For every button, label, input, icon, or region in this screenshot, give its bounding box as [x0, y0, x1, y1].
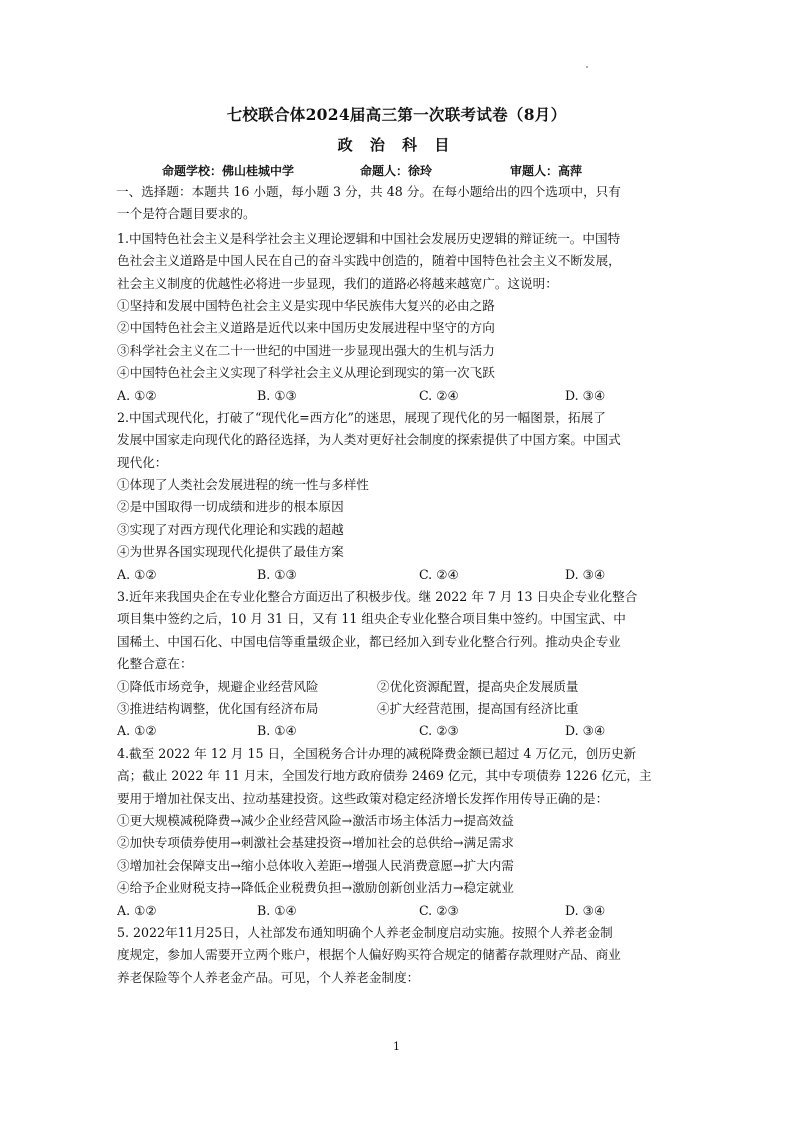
- exam-subject: 政 治 科 目: [337, 136, 456, 154]
- q2-options: [117, 564, 678, 586]
- q3-stem-line: 国稀土、中国石化、中国电信等重量级企业，都已经加入到专业化整合行列。推动央企专业: [117, 633, 621, 649]
- q1-stem-line: 社会主义制度的优越性必将进一步显现，我们的道路必将越来越宽广。这说明：: [117, 275, 558, 291]
- q3-items-row: [117, 676, 678, 698]
- q1-stem-line: 1.中国特色社会主义是科学社会主义理论逻辑和中国社会发展历史逻辑的辩证统一。中国特: [117, 230, 621, 246]
- q4-item: ①更大规模减税降费→减少企业经营风险→激活市场主体活力→提高效益: [117, 812, 514, 828]
- question-1: [117, 228, 678, 407]
- q2-option-a: A. ①②: [117, 566, 157, 582]
- q3-stem-line: 项目集中签约之后，10 月 31 日，又有 11 组央企专业化整合项目集中签约。中国宝武、中: [117, 611, 626, 627]
- school-label: 命题学校：佛山桂城中学: [162, 164, 295, 178]
- exam-content: [117, 181, 678, 989]
- q5-stem-line: 养老保险等个人养老金产品。可见，个人养老金制度：: [117, 969, 420, 985]
- q3-option-b: B. ①④: [257, 723, 297, 739]
- q2-stem-line: 发展中国家走向现代化的路径选择，为人类对更好社会制度的探索提供了中国方案。中国式: [117, 432, 621, 448]
- q4-option-a: A. ①②: [117, 902, 157, 918]
- q3-item: ①降低市场竞争，规避企业经营风险: [117, 678, 319, 694]
- q2-item: ③实现了对西方现代化理论和实践的超越: [117, 521, 344, 537]
- q4-stem-line: 高；截止 2022 年 11 月末，全国发行地方政府债券 2469 亿元，其中专项债券 1226 亿元，主: [117, 768, 652, 784]
- exam-title: 七校联合体2024届高三第一次联考试卷（8月）: [226, 105, 567, 124]
- q1-option-a: A. ①②: [117, 387, 157, 403]
- q4-stem-line: 要用于增加社保支出、拉动基建投资。这些政策对稳定经济增长发挥作用传导正确的是：: [117, 790, 609, 806]
- q4-item: ④给予企业财税支持→降低企业税费负担→激励创新创业活力→稳定就业: [117, 880, 514, 896]
- q1-item: ④中国特色社会主义实现了科学社会主义从理论到现实的第一次飞跃: [117, 365, 495, 381]
- q4-item: ②加快专项债券使用→刺激社会基建投资→增加社会的总供给→满足需求: [117, 835, 514, 851]
- q4-option-c: C. ②③: [419, 902, 459, 918]
- section-instruction-line2: 一个是符合题目要求的。: [117, 206, 256, 222]
- q2-item: ②是中国取得一切成绩和进步的根本原因: [117, 499, 344, 515]
- section-instruction-line1: 一、选择题：本题共 16 小题，每小题 3 分，共 48 分。在每小题给出的四个选项中，只有: [116, 184, 621, 199]
- q1-stem-line: 色社会主义道路是中国人民在自己的奋斗实践中创造的，随着中国特色社会主义不断发展，: [117, 253, 621, 269]
- exam-meta: [162, 162, 582, 179]
- q1-item: ②中国特色社会主义道路是近代以来中国历史发展进程中坚守的方向: [117, 320, 495, 336]
- q5-stem-line: 5. 2022年11月25日，人社部发布通知明确个人养老金制度启动实施。按照个人养老金制: [117, 924, 613, 940]
- q3-stem-line: 化整合意在：: [117, 656, 193, 672]
- q3-stem-line: 3.近年来我国央企在专业化整合方面迈出了积极步伐。继 2022 年 7 月 13 日央企专业化整合: [117, 589, 638, 605]
- question-3: [117, 586, 678, 743]
- q3-option-a: A. ①②: [117, 723, 157, 739]
- q4-option-d: D. ③④: [565, 902, 606, 918]
- q2-option-d: D. ③④: [565, 566, 606, 582]
- q2-option-c: C. ②④: [419, 566, 459, 582]
- q1-options: [117, 385, 678, 407]
- q2-item: ④为世界各国实现现代化提供了最佳方案: [117, 544, 344, 560]
- scan-dot: [586, 66, 588, 68]
- q4-option-b: B. ①④: [257, 902, 297, 918]
- q1-item: ①坚持和发展中国特色社会主义是实现中华民族伟大复兴的必由之路: [117, 297, 495, 313]
- q3-options: [117, 720, 678, 742]
- page-number: 1: [393, 1040, 400, 1053]
- q2-item: ①体现了人类社会发展进程的统一性与多样性: [117, 477, 369, 493]
- q2-stem-line: 现代化：: [117, 454, 168, 470]
- q4-stem-line: 4.截至 2022 年 12 月 15 日，全国税务合计办理的减税降费金额已超过 4 万亿元，创历史新: [117, 745, 637, 761]
- author-label: 命题人：徐玲: [360, 164, 433, 178]
- question-4: [117, 743, 678, 922]
- q3-item: ④扩大经营范围，提高国有经济比重: [377, 700, 579, 716]
- q3-option-c: C. ②③: [419, 723, 459, 739]
- q3-option-d: D. ③④: [565, 723, 606, 739]
- q3-items-row: [117, 698, 678, 720]
- q2-option-b: B. ①③: [257, 566, 297, 582]
- q4-item: ③增加社会保障支出→缩小总体收入差距→增强人民消费意愿→扩大内需: [117, 857, 514, 873]
- q4-options: [117, 900, 678, 922]
- q1-option-b: B. ①③: [257, 387, 297, 403]
- question-5: [117, 922, 678, 989]
- question-2: [117, 407, 678, 586]
- q3-item: ②优化资源配置，提高央企发展质量: [377, 678, 579, 694]
- q5-stem-line: 度规定，参加人需要开立两个账户，根据个人偏好购买符合规定的储蓄存款理财产品、商业: [117, 947, 621, 963]
- q1-item: ③科学社会主义在二十一世纪的中国进一步显现出强大的生机与活力: [117, 342, 495, 358]
- reviewer-label: 审题人：高萍: [510, 164, 583, 178]
- q2-stem-line: 2.中国式现代化，打破了“现代化=西方化”的迷思，展现了现代化的另一幅图景，拓展了: [117, 409, 606, 425]
- q1-option-c: C. ②④: [419, 387, 459, 403]
- q3-item: ③推进结构调整，优化国有经济布局: [117, 700, 319, 716]
- q1-option-d: D. ③④: [565, 387, 606, 403]
